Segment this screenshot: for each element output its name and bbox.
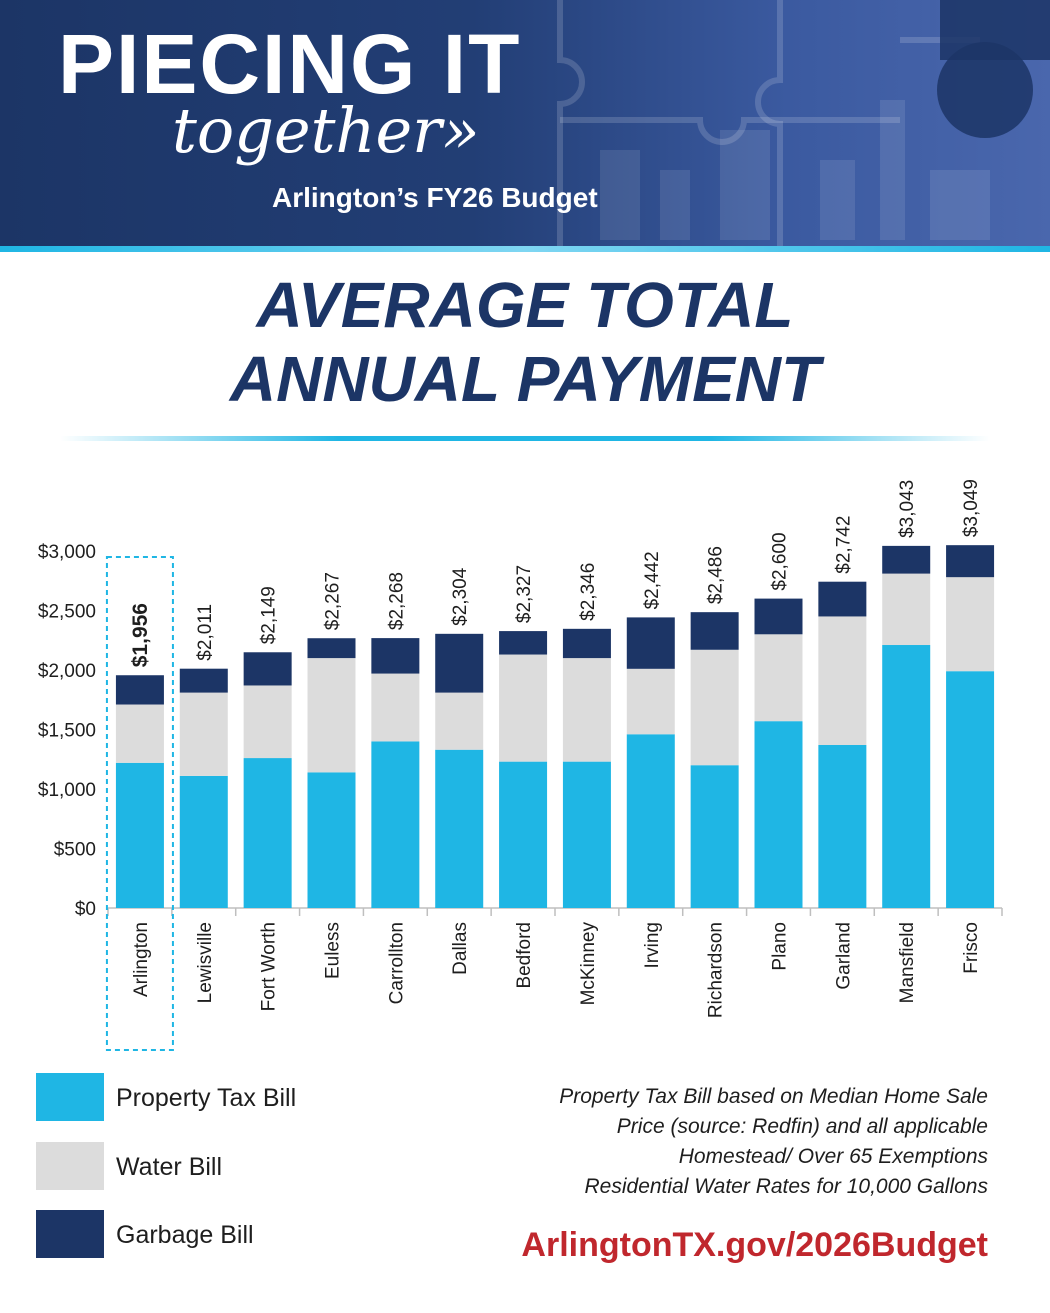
footnote-line: Price (source: Redfin) and all applicable: [616, 1115, 988, 1138]
x-category-label: Garland: [833, 922, 855, 990]
bar-segment-property-tax: [308, 772, 356, 908]
x-category-label: Irving: [641, 922, 663, 969]
x-category-label: Richardson: [705, 922, 727, 1019]
y-tick-label: $0: [74, 899, 96, 920]
y-tick-label: $1,500: [37, 720, 96, 742]
brand-subtitle: Arlington’s FY26 Budget: [272, 182, 598, 213]
bar-total-label: $2,486: [705, 546, 727, 605]
legend-swatch-water: [36, 1142, 104, 1190]
legend-swatch-property-tax: [36, 1073, 104, 1121]
bar-segment-water: [180, 693, 228, 776]
bar-segment-water: [946, 577, 994, 671]
title-divider: [60, 436, 990, 441]
bar-segment-garbage: [627, 617, 675, 668]
bar-segment-water: [627, 669, 675, 734]
x-category-label: McKinney: [577, 922, 599, 1006]
x-category-label: Carrollton: [386, 922, 408, 1005]
x-category-label: Mansfield: [897, 922, 919, 1004]
legend-item-garbage: [36, 1210, 366, 1260]
bar-total-label: $2,304: [450, 567, 472, 626]
footnote-line: Residential Water Rates for 10,000 Gallons: [584, 1175, 988, 1198]
bar-segment-water: [244, 685, 292, 758]
bar-total-label: $2,600: [769, 532, 791, 591]
bar-total-label: $2,742: [833, 515, 855, 574]
bar-segment-garbage: [946, 545, 994, 577]
x-category-label: Plano: [769, 922, 791, 971]
bar-segment-garbage: [882, 546, 930, 574]
bar-segment-property-tax: [371, 741, 419, 908]
bar-segment-property-tax: [691, 765, 739, 908]
bar-segment-water: [818, 616, 866, 745]
bar-segment-property-tax: [244, 758, 292, 908]
bar-segment-property-tax: [818, 745, 866, 908]
chart-title-line2: ANNUAL PAYMENT: [229, 343, 821, 415]
stacked-bar-chart: [0, 450, 1050, 1060]
y-tick-label: $500: [53, 839, 96, 861]
x-category-label: Arlington: [130, 922, 152, 997]
bar-segment-property-tax: [435, 750, 483, 908]
x-category-label: Dallas: [450, 922, 472, 975]
y-tick-label: $1,000: [37, 780, 96, 801]
bar-segment-water: [371, 674, 419, 742]
bar-segment-garbage: [818, 582, 866, 617]
bar-total-label: $2,268: [386, 571, 408, 631]
x-category-label: Fort Worth: [258, 922, 280, 1012]
bar-segment-property-tax: [499, 762, 547, 908]
bar-segment-garbage: [308, 638, 356, 658]
bar-total-label: $2,346: [577, 562, 599, 621]
bar-segment-water: [563, 658, 611, 762]
footnote-line: Homestead/ Over 65 Exemptions: [678, 1145, 988, 1168]
bar-segment-property-tax: [882, 645, 930, 908]
budget-website-link[interactable]: ArlingtonTX.gov/2026Budget: [521, 1226, 988, 1264]
bar-segment-property-tax: [755, 721, 803, 908]
bar-segment-water: [691, 650, 739, 765]
brand-title-together: together»: [172, 94, 480, 167]
brand-title-piecing-it: PIECING IT: [58, 17, 522, 111]
legend-swatch-garbage: [36, 1210, 104, 1258]
bar-segment-garbage: [244, 652, 292, 685]
x-category-label: Euless: [322, 922, 344, 980]
bar-total-label: $3,049: [961, 479, 983, 538]
legend-item-water: [36, 1142, 366, 1192]
bar-segment-water: [308, 658, 356, 772]
y-tick-label: $3,000: [37, 542, 96, 563]
x-category-label: Bedford: [514, 922, 536, 989]
bar-segment-garbage: [116, 675, 164, 704]
header-banner: [0, 0, 1050, 252]
bar-segment-property-tax: [116, 763, 164, 908]
bar-segment-garbage: [691, 612, 739, 650]
bar-total-label: $1,956: [128, 603, 152, 668]
legend-label-garbage: Garbage Bill: [116, 1221, 254, 1249]
chart-title-line1: AVERAGE TOTAL: [256, 269, 794, 341]
y-tick-label: $2,500: [37, 601, 96, 623]
chart-title: [0, 268, 1050, 416]
legend-label-property-tax: Property Tax Bill: [116, 1084, 297, 1112]
footnote-line: Property Tax Bill based on Median Home Sale: [559, 1085, 988, 1108]
bar-total-label: $2,011: [194, 603, 216, 661]
bar-segment-garbage: [180, 669, 228, 693]
bar-segment-water: [499, 655, 547, 762]
bar-segment-garbage: [563, 629, 611, 658]
bar-segment-property-tax: [563, 762, 611, 908]
bar-segment-garbage: [371, 638, 419, 673]
bar-total-label: $2,327: [514, 564, 536, 624]
legend-label-water: Water Bill: [116, 1153, 223, 1181]
bar-segment-water: [435, 693, 483, 750]
x-category-label: Frisco: [961, 922, 983, 974]
bar-segment-property-tax: [180, 776, 228, 908]
bar-segment-water: [882, 574, 930, 645]
bar-total-label: $2,267: [322, 572, 344, 631]
bar-segment-garbage: [435, 634, 483, 693]
legend-item-property-tax: [36, 1073, 366, 1123]
y-tick-label: $2,000: [37, 661, 96, 682]
bar-segment-garbage: [499, 631, 547, 654]
bar-segment-garbage: [755, 599, 803, 635]
x-category-label: Lewisville: [194, 922, 216, 1004]
banner-accent-line: [0, 246, 1050, 252]
bar-segment-water: [755, 634, 803, 721]
bar-segment-water: [116, 705, 164, 763]
bar-segment-property-tax: [946, 671, 994, 908]
bar-segment-property-tax: [627, 734, 675, 908]
bar-total-label: $2,442: [641, 551, 663, 610]
bar-total-label: $2,149: [258, 586, 280, 645]
bar-total-label: $3,043: [897, 479, 919, 538]
